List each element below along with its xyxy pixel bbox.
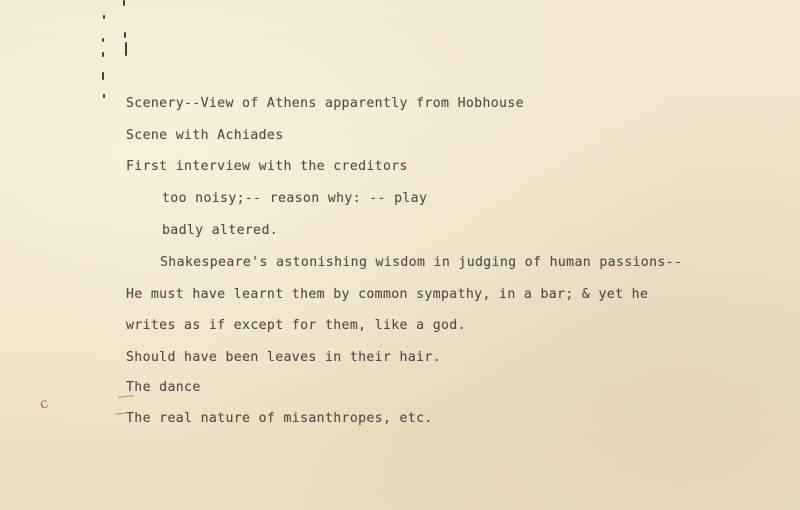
margin-annotation: c — [37, 395, 51, 413]
binding-mark — [103, 15, 105, 19]
text-line-shakespeare: Shakespeare's astonishing wisdom in judging of human passions-- — [160, 255, 683, 270]
text-line-like-a-god: writes as if except for them, like a god. — [126, 318, 466, 333]
margin-underline — [118, 395, 134, 398]
binding-mark — [102, 72, 104, 80]
text-line-too-noisy: too noisy;-- reason why: -- play — [162, 191, 428, 206]
text-line-achiades: Scene with Achiades — [126, 128, 284, 143]
text-line-scenery: Scenery--View of Athens apparently from Hobhouse — [126, 96, 524, 111]
text-line-creditors: First interview with the creditors — [126, 159, 408, 174]
text-line-misanthropes: The real nature of misanthropes, etc. — [126, 411, 433, 426]
text-line-leaves: Should have been leaves in their hair. — [126, 350, 442, 365]
binding-mark — [123, 0, 125, 6]
text-line-badly-altered: badly altered. — [162, 223, 279, 238]
binding-mark — [102, 38, 104, 42]
binding-mark — [102, 52, 104, 57]
binding-mark — [125, 42, 127, 56]
binding-mark — [124, 32, 126, 38]
text-line-dance: The dance — [126, 380, 201, 395]
text-line-sympathy: He must have learnt them by common sympathy, in a bar; & yet he — [126, 287, 649, 302]
binding-mark — [103, 94, 105, 98]
